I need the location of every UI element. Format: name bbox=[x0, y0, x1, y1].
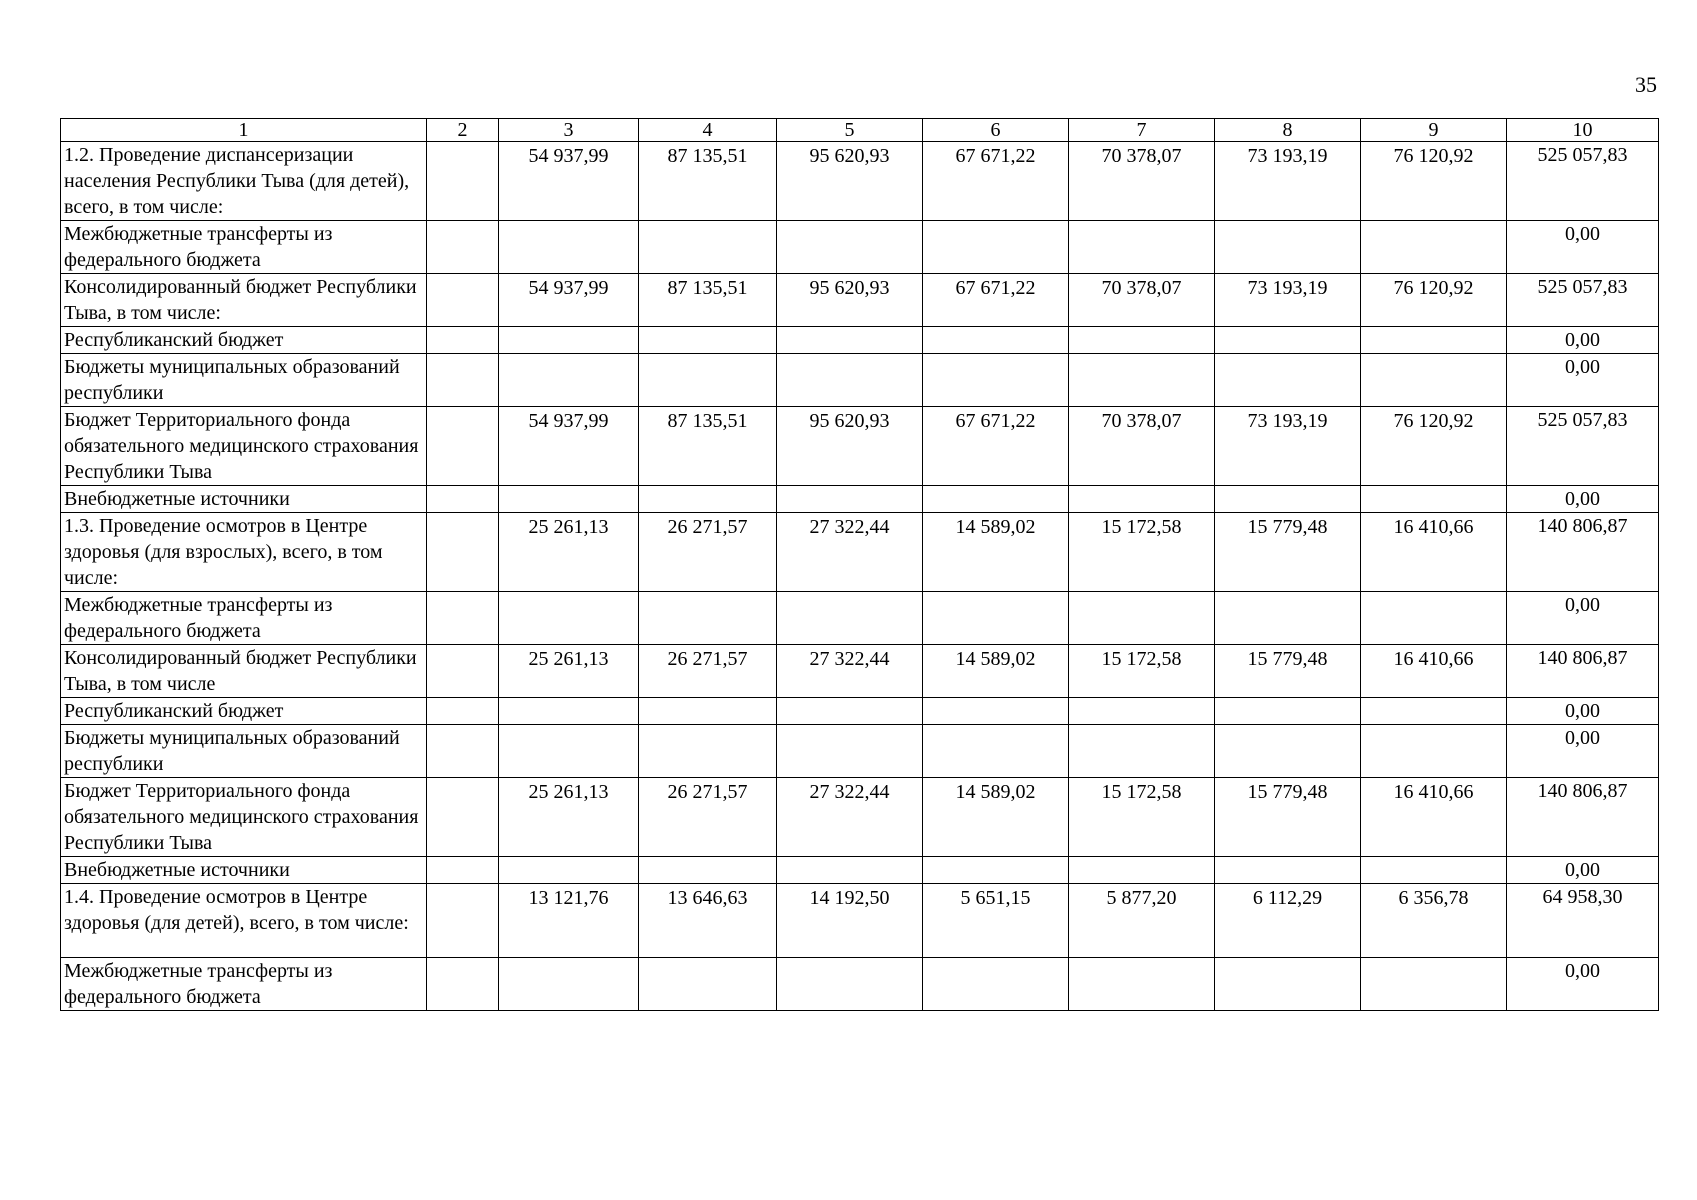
total-cell: 0,00 bbox=[1507, 958, 1659, 1011]
total-cell: 64 958,30 bbox=[1507, 884, 1659, 958]
row-label: Республиканский бюджет bbox=[61, 327, 427, 354]
value-cell: 26 271,57 bbox=[639, 778, 777, 857]
value-cell: 25 261,13 bbox=[499, 778, 639, 857]
value-cell: 76 120,92 bbox=[1361, 407, 1507, 486]
row-label: Внебюджетные источники bbox=[61, 486, 427, 513]
table-row bbox=[61, 645, 1659, 698]
column-number-header bbox=[61, 119, 1659, 142]
col-header: 3 bbox=[499, 119, 639, 142]
table-row bbox=[61, 592, 1659, 645]
value-cell: 15 779,48 bbox=[1215, 513, 1361, 592]
value-cell: 26 271,57 bbox=[639, 645, 777, 698]
row-label: Межбюджетные трансферты из федерального бюджета bbox=[61, 592, 427, 645]
value-cell bbox=[639, 354, 777, 407]
empty-cell bbox=[427, 698, 499, 725]
value-cell bbox=[923, 698, 1069, 725]
table-row bbox=[61, 778, 1659, 857]
value-cell bbox=[777, 857, 923, 884]
value-cell: 13 121,76 bbox=[499, 884, 639, 958]
total-cell: 0,00 bbox=[1507, 592, 1659, 645]
page-number: 35 bbox=[1635, 72, 1657, 97]
value-cell bbox=[639, 698, 777, 725]
value-cell bbox=[1215, 725, 1361, 778]
value-cell bbox=[923, 725, 1069, 778]
col-header: 9 bbox=[1361, 119, 1507, 142]
value-cell bbox=[923, 857, 1069, 884]
value-cell bbox=[639, 857, 777, 884]
value-cell: 16 410,66 bbox=[1361, 778, 1507, 857]
value-cell bbox=[1215, 354, 1361, 407]
value-cell: 6 356,78 bbox=[1361, 884, 1507, 958]
value-cell bbox=[1215, 486, 1361, 513]
value-cell bbox=[1069, 857, 1215, 884]
value-cell bbox=[923, 486, 1069, 513]
value-cell: 54 937,99 bbox=[499, 142, 639, 221]
value-cell: 25 261,13 bbox=[499, 513, 639, 592]
value-cell: 16 410,66 bbox=[1361, 513, 1507, 592]
row-label: Республиканский бюджет bbox=[61, 698, 427, 725]
value-cell bbox=[499, 958, 639, 1011]
row-label: Внебюджетные источники bbox=[61, 857, 427, 884]
col-header: 1 bbox=[61, 119, 427, 142]
value-cell bbox=[1069, 725, 1215, 778]
value-cell bbox=[1215, 327, 1361, 354]
value-cell bbox=[1069, 221, 1215, 274]
col-header: 6 bbox=[923, 119, 1069, 142]
value-cell bbox=[923, 592, 1069, 645]
row-label: 1.4. Проведение осмотров в Центре здоровья (для детей), всего, в том числе: bbox=[61, 884, 427, 958]
value-cell bbox=[499, 327, 639, 354]
total-cell: 525 057,83 bbox=[1507, 274, 1659, 327]
value-cell: 15 779,48 bbox=[1215, 645, 1361, 698]
total-cell: 0,00 bbox=[1507, 221, 1659, 274]
value-cell: 6 112,29 bbox=[1215, 884, 1361, 958]
value-cell bbox=[777, 327, 923, 354]
value-cell: 27 322,44 bbox=[777, 778, 923, 857]
value-cell: 14 589,02 bbox=[923, 513, 1069, 592]
value-cell bbox=[777, 958, 923, 1011]
value-cell: 14 589,02 bbox=[923, 778, 1069, 857]
value-cell: 27 322,44 bbox=[777, 645, 923, 698]
total-cell: 0,00 bbox=[1507, 857, 1659, 884]
value-cell bbox=[499, 725, 639, 778]
value-cell bbox=[1361, 592, 1507, 645]
row-label: Бюджеты муниципальных образований республики bbox=[61, 725, 427, 778]
value-cell: 14 589,02 bbox=[923, 645, 1069, 698]
value-cell bbox=[639, 958, 777, 1011]
value-cell bbox=[499, 221, 639, 274]
value-cell bbox=[1215, 857, 1361, 884]
value-cell bbox=[499, 354, 639, 407]
row-label: Бюджет Территориального фонда обязательного медицинского страхования Республики Тыва bbox=[61, 778, 427, 857]
col-header: 8 bbox=[1215, 119, 1361, 142]
empty-cell bbox=[427, 645, 499, 698]
total-cell: 525 057,83 bbox=[1507, 142, 1659, 221]
value-cell bbox=[1069, 698, 1215, 725]
total-cell: 140 806,87 bbox=[1507, 513, 1659, 592]
col-header: 2 bbox=[427, 119, 499, 142]
value-cell: 25 261,13 bbox=[499, 645, 639, 698]
row-label: Бюджет Территориального фонда обязательного медицинского страхования Республики Тыва bbox=[61, 407, 427, 486]
total-cell: 0,00 bbox=[1507, 725, 1659, 778]
value-cell bbox=[923, 354, 1069, 407]
empty-cell bbox=[427, 221, 499, 274]
value-cell bbox=[1215, 958, 1361, 1011]
empty-cell bbox=[427, 142, 499, 221]
table-row bbox=[61, 958, 1659, 1011]
empty-cell bbox=[427, 407, 499, 486]
value-cell bbox=[923, 327, 1069, 354]
row-label: Бюджеты муниципальных образований республики bbox=[61, 354, 427, 407]
empty-cell bbox=[427, 327, 499, 354]
value-cell: 73 193,19 bbox=[1215, 274, 1361, 327]
value-cell: 95 620,93 bbox=[777, 274, 923, 327]
value-cell: 95 620,93 bbox=[777, 142, 923, 221]
total-cell: 0,00 bbox=[1507, 698, 1659, 725]
row-label: Межбюджетные трансферты из федерального бюджета bbox=[61, 958, 427, 1011]
col-header: 4 bbox=[639, 119, 777, 142]
value-cell: 54 937,99 bbox=[499, 274, 639, 327]
table-row bbox=[61, 221, 1659, 274]
value-cell: 67 671,22 bbox=[923, 407, 1069, 486]
row-label: Межбюджетные трансферты из федерального бюджета bbox=[61, 221, 427, 274]
value-cell: 27 322,44 bbox=[777, 513, 923, 592]
value-cell bbox=[1361, 486, 1507, 513]
table-row bbox=[61, 857, 1659, 884]
value-cell: 73 193,19 bbox=[1215, 407, 1361, 486]
value-cell bbox=[777, 354, 923, 407]
value-cell: 5 651,15 bbox=[923, 884, 1069, 958]
empty-cell bbox=[427, 486, 499, 513]
value-cell bbox=[1215, 592, 1361, 645]
table-row bbox=[61, 725, 1659, 778]
value-cell: 73 193,19 bbox=[1215, 142, 1361, 221]
empty-cell bbox=[427, 513, 499, 592]
empty-cell bbox=[427, 592, 499, 645]
value-cell bbox=[499, 592, 639, 645]
value-cell: 70 378,07 bbox=[1069, 274, 1215, 327]
total-cell: 140 806,87 bbox=[1507, 645, 1659, 698]
value-cell bbox=[639, 221, 777, 274]
table-row bbox=[61, 513, 1659, 592]
value-cell: 70 378,07 bbox=[1069, 142, 1215, 221]
budget-table bbox=[60, 118, 1659, 1011]
empty-cell bbox=[427, 274, 499, 327]
value-cell bbox=[1069, 592, 1215, 645]
total-cell: 0,00 bbox=[1507, 327, 1659, 354]
value-cell bbox=[639, 592, 777, 645]
value-cell bbox=[777, 592, 923, 645]
table-row bbox=[61, 407, 1659, 486]
row-label: 1.2. Проведение диспансеризации населения Республики Тыва (для детей), всего, в том числе: bbox=[61, 142, 427, 221]
value-cell: 87 135,51 bbox=[639, 274, 777, 327]
value-cell bbox=[777, 698, 923, 725]
value-cell bbox=[1069, 354, 1215, 407]
empty-cell bbox=[427, 354, 499, 407]
value-cell bbox=[1069, 958, 1215, 1011]
empty-cell bbox=[427, 884, 499, 958]
value-cell: 16 410,66 bbox=[1361, 645, 1507, 698]
empty-cell bbox=[427, 725, 499, 778]
table-row bbox=[61, 142, 1659, 221]
value-cell: 67 671,22 bbox=[923, 142, 1069, 221]
value-cell: 76 120,92 bbox=[1361, 142, 1507, 221]
total-cell: 0,00 bbox=[1507, 486, 1659, 513]
value-cell bbox=[1361, 857, 1507, 884]
value-cell: 13 646,63 bbox=[639, 884, 777, 958]
value-cell: 15 172,58 bbox=[1069, 778, 1215, 857]
value-cell bbox=[499, 857, 639, 884]
value-cell bbox=[923, 958, 1069, 1011]
table-row bbox=[61, 698, 1659, 725]
value-cell bbox=[1361, 698, 1507, 725]
value-cell bbox=[499, 698, 639, 725]
empty-cell bbox=[427, 958, 499, 1011]
row-label: Консолидированный бюджет Республики Тыва, в том числе: bbox=[61, 274, 427, 327]
value-cell bbox=[639, 725, 777, 778]
table-body bbox=[61, 142, 1659, 1011]
value-cell bbox=[1069, 486, 1215, 513]
value-cell: 15 172,58 bbox=[1069, 513, 1215, 592]
value-cell bbox=[1361, 327, 1507, 354]
value-cell: 15 779,48 bbox=[1215, 778, 1361, 857]
total-cell: 0,00 bbox=[1507, 354, 1659, 407]
value-cell: 15 172,58 bbox=[1069, 645, 1215, 698]
value-cell bbox=[1361, 221, 1507, 274]
value-cell bbox=[1361, 725, 1507, 778]
value-cell bbox=[1215, 698, 1361, 725]
value-cell bbox=[1069, 327, 1215, 354]
value-cell bbox=[923, 221, 1069, 274]
value-cell: 87 135,51 bbox=[639, 407, 777, 486]
value-cell bbox=[639, 486, 777, 513]
value-cell bbox=[1215, 221, 1361, 274]
empty-cell bbox=[427, 778, 499, 857]
total-cell: 140 806,87 bbox=[1507, 778, 1659, 857]
col-header: 10 bbox=[1507, 119, 1659, 142]
value-cell: 5 877,20 bbox=[1069, 884, 1215, 958]
table-row bbox=[61, 274, 1659, 327]
value-cell bbox=[777, 486, 923, 513]
value-cell: 14 192,50 bbox=[777, 884, 923, 958]
value-cell bbox=[777, 221, 923, 274]
value-cell bbox=[777, 725, 923, 778]
value-cell: 54 937,99 bbox=[499, 407, 639, 486]
table-row bbox=[61, 486, 1659, 513]
value-cell: 87 135,51 bbox=[639, 142, 777, 221]
value-cell bbox=[1361, 958, 1507, 1011]
table-row bbox=[61, 354, 1659, 407]
value-cell: 95 620,93 bbox=[777, 407, 923, 486]
table-row bbox=[61, 327, 1659, 354]
col-header: 5 bbox=[777, 119, 923, 142]
value-cell bbox=[499, 486, 639, 513]
table-row bbox=[61, 884, 1659, 958]
value-cell bbox=[639, 327, 777, 354]
value-cell: 70 378,07 bbox=[1069, 407, 1215, 486]
empty-cell bbox=[427, 857, 499, 884]
row-label: 1.3. Проведение осмотров в Центре здоровья (для взрослых), всего, в том числе: bbox=[61, 513, 427, 592]
value-cell: 67 671,22 bbox=[923, 274, 1069, 327]
value-cell: 26 271,57 bbox=[639, 513, 777, 592]
value-cell bbox=[1361, 354, 1507, 407]
row-label: Консолидированный бюджет Республики Тыва, в том числе bbox=[61, 645, 427, 698]
col-header: 7 bbox=[1069, 119, 1215, 142]
total-cell: 525 057,83 bbox=[1507, 407, 1659, 486]
value-cell: 76 120,92 bbox=[1361, 274, 1507, 327]
